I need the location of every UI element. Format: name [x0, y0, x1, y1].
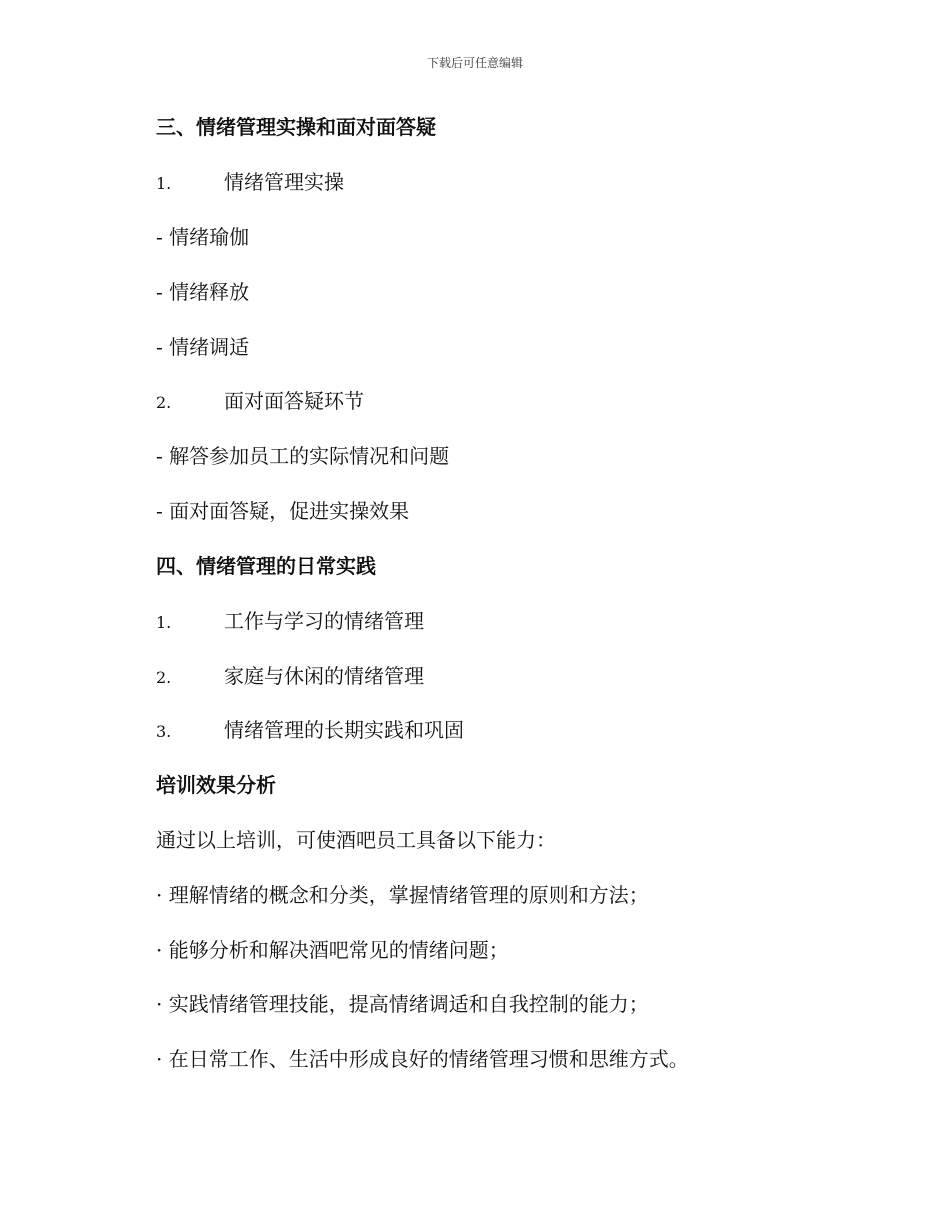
bullet-item: · 在日常工作、生活中形成良好的情绪管理习惯和思维方式。	[156, 1047, 689, 1071]
dash-item: - 情绪释放	[156, 280, 250, 304]
dash-item: - 情绪瑜伽	[156, 225, 250, 249]
dash-item: - 解答参加员工的实际情况和问题	[156, 444, 450, 468]
item-text: 工作与学习的情绪管理	[224, 609, 424, 633]
numbered-item	[156, 608, 424, 636]
analysis-intro: 通过以上培训，可使酒吧员工具备以下能力：	[156, 828, 556, 852]
bullet-item: · 理解情绪的概念和分类，掌握情绪管理的原则和方法；	[156, 883, 649, 907]
item-text: 家庭与休闲的情绪管理	[224, 664, 424, 688]
item-text: 情绪管理实操	[224, 170, 344, 194]
numbered-item	[156, 663, 424, 691]
dash-item: - 面对面答疑，促进实操效果	[156, 499, 410, 523]
item-number: 2.	[156, 393, 172, 412]
item-number: 1.	[156, 613, 172, 632]
item-number: 1.	[156, 174, 172, 193]
analysis-heading: 培训效果分析	[156, 773, 276, 797]
numbered-item	[156, 388, 364, 416]
dash-item: - 情绪调适	[156, 335, 250, 359]
section-4-heading: 四、情绪管理的日常实践	[156, 554, 376, 578]
page-header-note: 下载后可任意编辑	[426, 56, 523, 70]
item-text: 面对面答疑环节	[224, 389, 364, 413]
item-number: 2.	[156, 668, 172, 687]
bullet-item: · 实践情绪管理技能，提高情绪调适和自我控制的能力；	[156, 992, 649, 1016]
section-3-heading: 三、情绪管理实操和面对面答疑	[156, 115, 436, 139]
bullet-item: · 能够分析和解决酒吧常见的情绪问题；	[156, 938, 509, 962]
numbered-item	[156, 717, 464, 745]
item-text: 情绪管理的长期实践和巩固	[224, 718, 464, 742]
item-number: 3.	[156, 722, 172, 741]
numbered-item	[156, 169, 344, 197]
